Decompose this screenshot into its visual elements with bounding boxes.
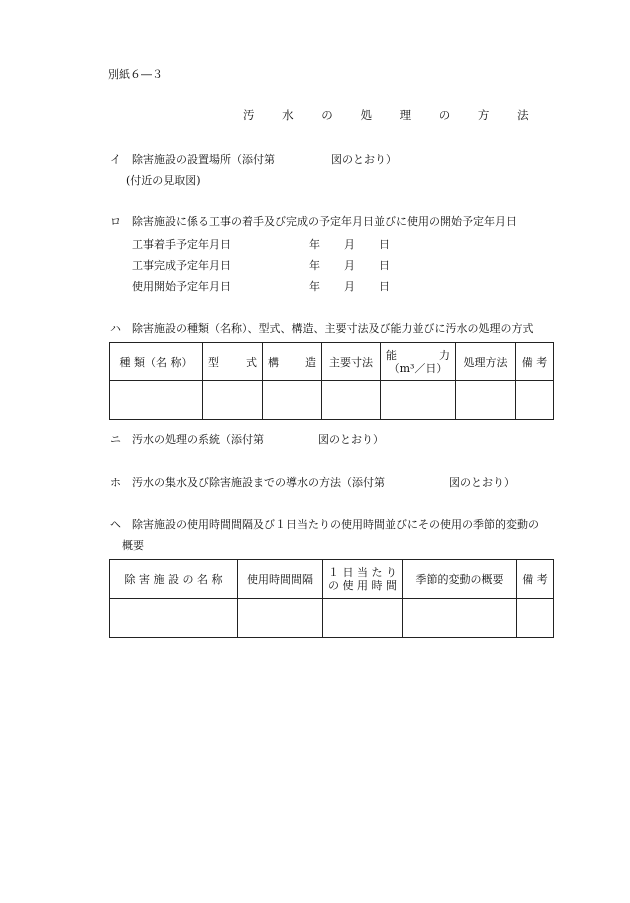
schedule-row-day: 日 xyxy=(379,238,390,251)
table-cell-empty xyxy=(110,381,203,420)
table-cell-empty xyxy=(323,599,403,638)
section-i-sub: (付近の見取図) xyxy=(126,174,201,187)
header-structure xyxy=(263,343,322,381)
header-interval: 使用時間間隔 xyxy=(238,560,323,599)
header-kind: 種 類（名 称） xyxy=(110,343,203,381)
header-daily-hours xyxy=(323,560,403,599)
header-capacity xyxy=(381,343,456,381)
schedule-row-month: 月 xyxy=(344,238,355,251)
header-capacity-unit: （m³／日） xyxy=(388,361,448,375)
table-cell-empty xyxy=(381,381,456,420)
section-i-mark: イ xyxy=(110,153,121,166)
header-type-b: 式 xyxy=(246,355,257,369)
schedule-row-year: 年 xyxy=(309,259,320,272)
header-structure-b: 造 xyxy=(305,355,316,369)
schedule-row-day: 日 xyxy=(379,280,390,293)
table-cell-empty xyxy=(403,599,517,638)
page-title: 汚 水 の 処 理 の 方 法 xyxy=(243,108,541,122)
table-cell-empty xyxy=(516,381,554,420)
schedule-row-year: 年 xyxy=(309,238,320,251)
section-i-text-b: 図のとおり） xyxy=(331,153,397,166)
header-daily-hours-line1: １ 日 当 た り xyxy=(328,566,397,579)
section-ro-mark: ロ xyxy=(110,215,121,228)
section-ni-text-a: 汚水の処理の系統（添付第 xyxy=(132,433,264,446)
section-i-text-a: 除害施設の設置場所（添付第 xyxy=(132,153,275,166)
table-cell-empty xyxy=(517,599,554,638)
header-reference: 別紙６―３ xyxy=(108,68,163,81)
table-cell-empty xyxy=(203,381,263,420)
facility-spec-table xyxy=(109,342,554,420)
header-note: 備 考 xyxy=(516,343,554,381)
section-ni-mark: ニ xyxy=(110,433,121,446)
section-ro-heading: 除害施設に係る工事の着手及び完成の予定年月日並びに使用の開始予定年月日 xyxy=(132,215,517,228)
header-capacity-b: 力 xyxy=(439,348,450,362)
header-daily-hours-line2: の 使 用 時 間 xyxy=(328,579,397,592)
table-cell-empty xyxy=(456,381,516,420)
header-type-a: 型 xyxy=(208,355,219,369)
table-cell-empty xyxy=(110,599,238,638)
section-ho-text-b: 図のとおり） xyxy=(449,476,515,489)
header-size: 主要寸法 xyxy=(322,343,381,381)
schedule-row-month: 月 xyxy=(344,259,355,272)
section-ha-heading: 除害施設の種類（名称）、型式、構造、主要寸法及び能力並びに汚水の処理の方式 xyxy=(132,322,534,335)
table-cell-empty xyxy=(238,599,323,638)
table-cell-empty xyxy=(322,381,381,420)
section-he-heading-line1: 除害施設の使用時間間隔及び１日当たりの使用時間並びにその使用の季節的変動の xyxy=(132,518,539,531)
section-ho-text-a: 汚水の集水及び除害施設までの導水の方法（添付第 xyxy=(132,476,385,489)
header-type xyxy=(203,343,263,381)
header-capacity-a: 能 xyxy=(386,348,397,362)
schedule-row-label: 工事着手予定年月日 xyxy=(132,238,231,251)
header-structure-a: 構 xyxy=(268,355,279,369)
section-he-heading-line2: 概要 xyxy=(122,539,144,552)
schedule-row-month: 月 xyxy=(344,280,355,293)
schedule-row-year: 年 xyxy=(309,280,320,293)
table-cell-empty xyxy=(263,381,322,420)
schedule-row-day: 日 xyxy=(379,259,390,272)
header-seasonal: 季節的変動の概要 xyxy=(403,560,517,599)
schedule-row-label: 使用開始予定年月日 xyxy=(132,280,231,293)
section-ni-text-b: 図のとおり） xyxy=(318,433,384,446)
section-ha-mark: ハ xyxy=(110,322,121,335)
header-facility-name: 除 害 施 設 の 名 称 xyxy=(110,560,238,599)
header-note: 備 考 xyxy=(517,560,554,599)
section-he-mark: ヘ xyxy=(110,518,121,531)
schedule-row-label: 工事完成予定年月日 xyxy=(132,259,231,272)
header-method: 処理方法 xyxy=(456,343,516,381)
usage-time-table xyxy=(109,559,554,638)
section-ho-mark: ホ xyxy=(110,476,121,489)
